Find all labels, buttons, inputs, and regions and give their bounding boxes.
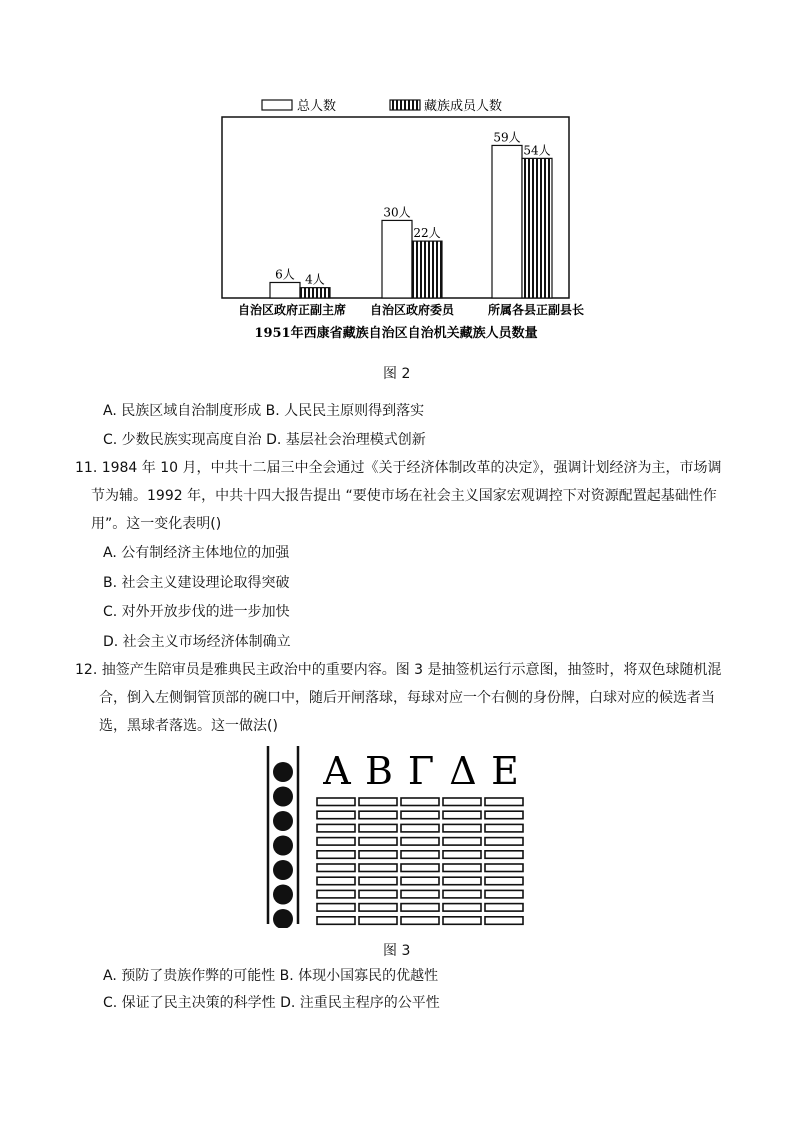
identity-token-slot xyxy=(485,824,523,832)
identity-token-slot xyxy=(359,838,397,846)
identity-token-slot xyxy=(359,877,397,885)
identity-token-slot xyxy=(359,864,397,872)
bar-total-1 xyxy=(382,220,412,298)
identity-token-slot xyxy=(401,890,439,898)
identity-token-slot xyxy=(401,851,439,859)
q11-stem-line1: 11. 1984 年 10 月，中共十二届三中全会通过《关于经济体制改革的决定》，强调计划经济为主，市场调 xyxy=(75,460,722,476)
data-label-total-0: 6人 xyxy=(275,267,295,282)
legend-swatch-tibetan xyxy=(390,100,420,110)
identity-token-slot xyxy=(401,798,439,806)
legend-label-total: 总人数 xyxy=(297,99,337,114)
q12-stem-line1: 12. 抽签产生陪审员是雅典民主政治中的重要内容。图 3 是抽签机运行示意图，抽签时，将双色球随机混 xyxy=(75,662,722,678)
legend-swatch-total xyxy=(262,100,292,110)
identity-token-slot xyxy=(443,890,481,898)
identity-token-slot xyxy=(485,864,523,872)
figure2-bar-chart xyxy=(0,0,793,360)
identity-token-slot xyxy=(443,877,481,885)
q11-option-d: D. 社会主义市场经济体制确立 xyxy=(103,634,291,650)
data-label-tibetan-2: 54人 xyxy=(523,143,551,158)
identity-token-slot xyxy=(443,811,481,819)
identity-token-slot xyxy=(443,851,481,859)
identity-token-slot xyxy=(485,917,523,925)
identity-token-slot xyxy=(317,838,355,846)
data-label-tibetan-0: 4人 xyxy=(305,272,325,287)
data-label-total-1: 30人 xyxy=(383,205,411,220)
identity-token-slot xyxy=(317,917,355,925)
data-label-tibetan-1: 22人 xyxy=(413,226,441,241)
q11-stem-line2: 节为辅。1992 年，中共十四大报告提出 “要使市场在社会主义国家宏观调控下对资源配置起基础性作 xyxy=(91,488,717,504)
identity-token-slot xyxy=(317,877,355,885)
identity-token-slot xyxy=(359,851,397,859)
identity-token-slot xyxy=(443,838,481,846)
bar-tibetan-0 xyxy=(300,288,330,298)
identity-token-slot xyxy=(317,864,355,872)
identity-token-slot xyxy=(359,824,397,832)
identity-token-slot xyxy=(485,890,523,898)
q11-option-a: A. 公有制经济主体地位的加强 xyxy=(103,545,290,561)
figure3-kleroterion-diagram xyxy=(260,742,530,928)
q11-stem-line3: 用”。这一变化表明() xyxy=(91,516,222,532)
bar-total-0 xyxy=(270,282,300,298)
category-label-1: 自治区政府委员 xyxy=(369,303,455,317)
category-label-2: 所属各县正副县长 xyxy=(487,303,585,317)
identity-token-slot xyxy=(401,877,439,885)
figure2-caption: 图 2 xyxy=(383,366,411,382)
identity-token-slot xyxy=(401,917,439,925)
q12-stem-line3: 选，黑球者落选。这一做法() xyxy=(99,718,278,734)
identity-token-slot xyxy=(443,824,481,832)
q10-options-line1: A. 民族区域自治制度形成 B. 人民民主原则得到落实 xyxy=(103,403,425,419)
identity-token-slot xyxy=(443,917,481,925)
q11-option-c: C. 对外开放步伐的进一步加快 xyxy=(103,604,290,620)
identity-token-slot xyxy=(317,890,355,898)
identity-token-slot xyxy=(401,824,439,832)
greek-letter-column-label: A xyxy=(323,749,351,793)
greek-letter-column-label: E xyxy=(491,749,519,793)
identity-token-slot xyxy=(401,904,439,912)
identity-token-slot xyxy=(485,877,523,885)
identity-token-slot xyxy=(401,838,439,846)
identity-token-slot xyxy=(359,798,397,806)
identity-token-slot xyxy=(443,904,481,912)
bar-total-2 xyxy=(492,145,522,298)
identity-token-slot xyxy=(317,904,355,912)
identity-token-slot xyxy=(401,864,439,872)
greek-letter-column-label: Γ xyxy=(407,749,435,793)
ball xyxy=(273,836,293,856)
identity-token-slot xyxy=(485,798,523,806)
identity-token-slot xyxy=(359,904,397,912)
identity-token-slot xyxy=(317,811,355,819)
identity-token-slot xyxy=(401,811,439,819)
legend-label-tibetan: 藏族成员人数 xyxy=(424,99,503,114)
ball xyxy=(273,787,293,807)
identity-token-slot xyxy=(485,851,523,859)
identity-token-slot xyxy=(443,798,481,806)
chart-title: 1951年西康省藏族自治区自治机关藏族人员数量 xyxy=(254,326,538,341)
q11-option-b: B. 社会主义建设理论取得突破 xyxy=(103,575,290,591)
identity-token-slot xyxy=(317,851,355,859)
greek-letter-column-label: B xyxy=(365,749,393,793)
q12-stem-line2: 合，倒入左侧铜管顶部的碗口中，随后开闸落球，每球对应一个右侧的身份牌，白球对应的候选者当 xyxy=(99,690,715,706)
q12-options-line2: C. 保证了民主决策的科学性 D. 注重民主程序的公平性 xyxy=(103,995,440,1011)
greek-letter-column-label: Δ xyxy=(449,749,477,793)
ball xyxy=(273,762,293,782)
identity-token-slot xyxy=(317,824,355,832)
data-label-total-2: 59人 xyxy=(493,130,521,145)
identity-token-slot xyxy=(485,838,523,846)
identity-token-slot xyxy=(359,917,397,925)
ball xyxy=(273,860,293,880)
bar-tibetan-2 xyxy=(522,158,552,298)
ball xyxy=(273,909,293,928)
figure3-caption: 图 3 xyxy=(383,943,411,959)
q12-options-line1: A. 预防了贵族作弊的可能性 B. 体现小国寡民的优越性 xyxy=(103,968,439,984)
ball xyxy=(273,811,293,831)
identity-token-slot xyxy=(443,864,481,872)
bar-tibetan-1 xyxy=(412,241,442,298)
ball xyxy=(273,885,293,905)
identity-token-slot xyxy=(485,904,523,912)
q10-options-line2: C. 少数民族实现高度自治 D. 基层社会治理模式创新 xyxy=(103,432,426,448)
identity-token-slot xyxy=(485,811,523,819)
identity-token-slot xyxy=(317,798,355,806)
category-label-0: 自治区政府正副主席 xyxy=(237,303,347,317)
identity-token-slot xyxy=(359,890,397,898)
identity-token-slot xyxy=(359,811,397,819)
